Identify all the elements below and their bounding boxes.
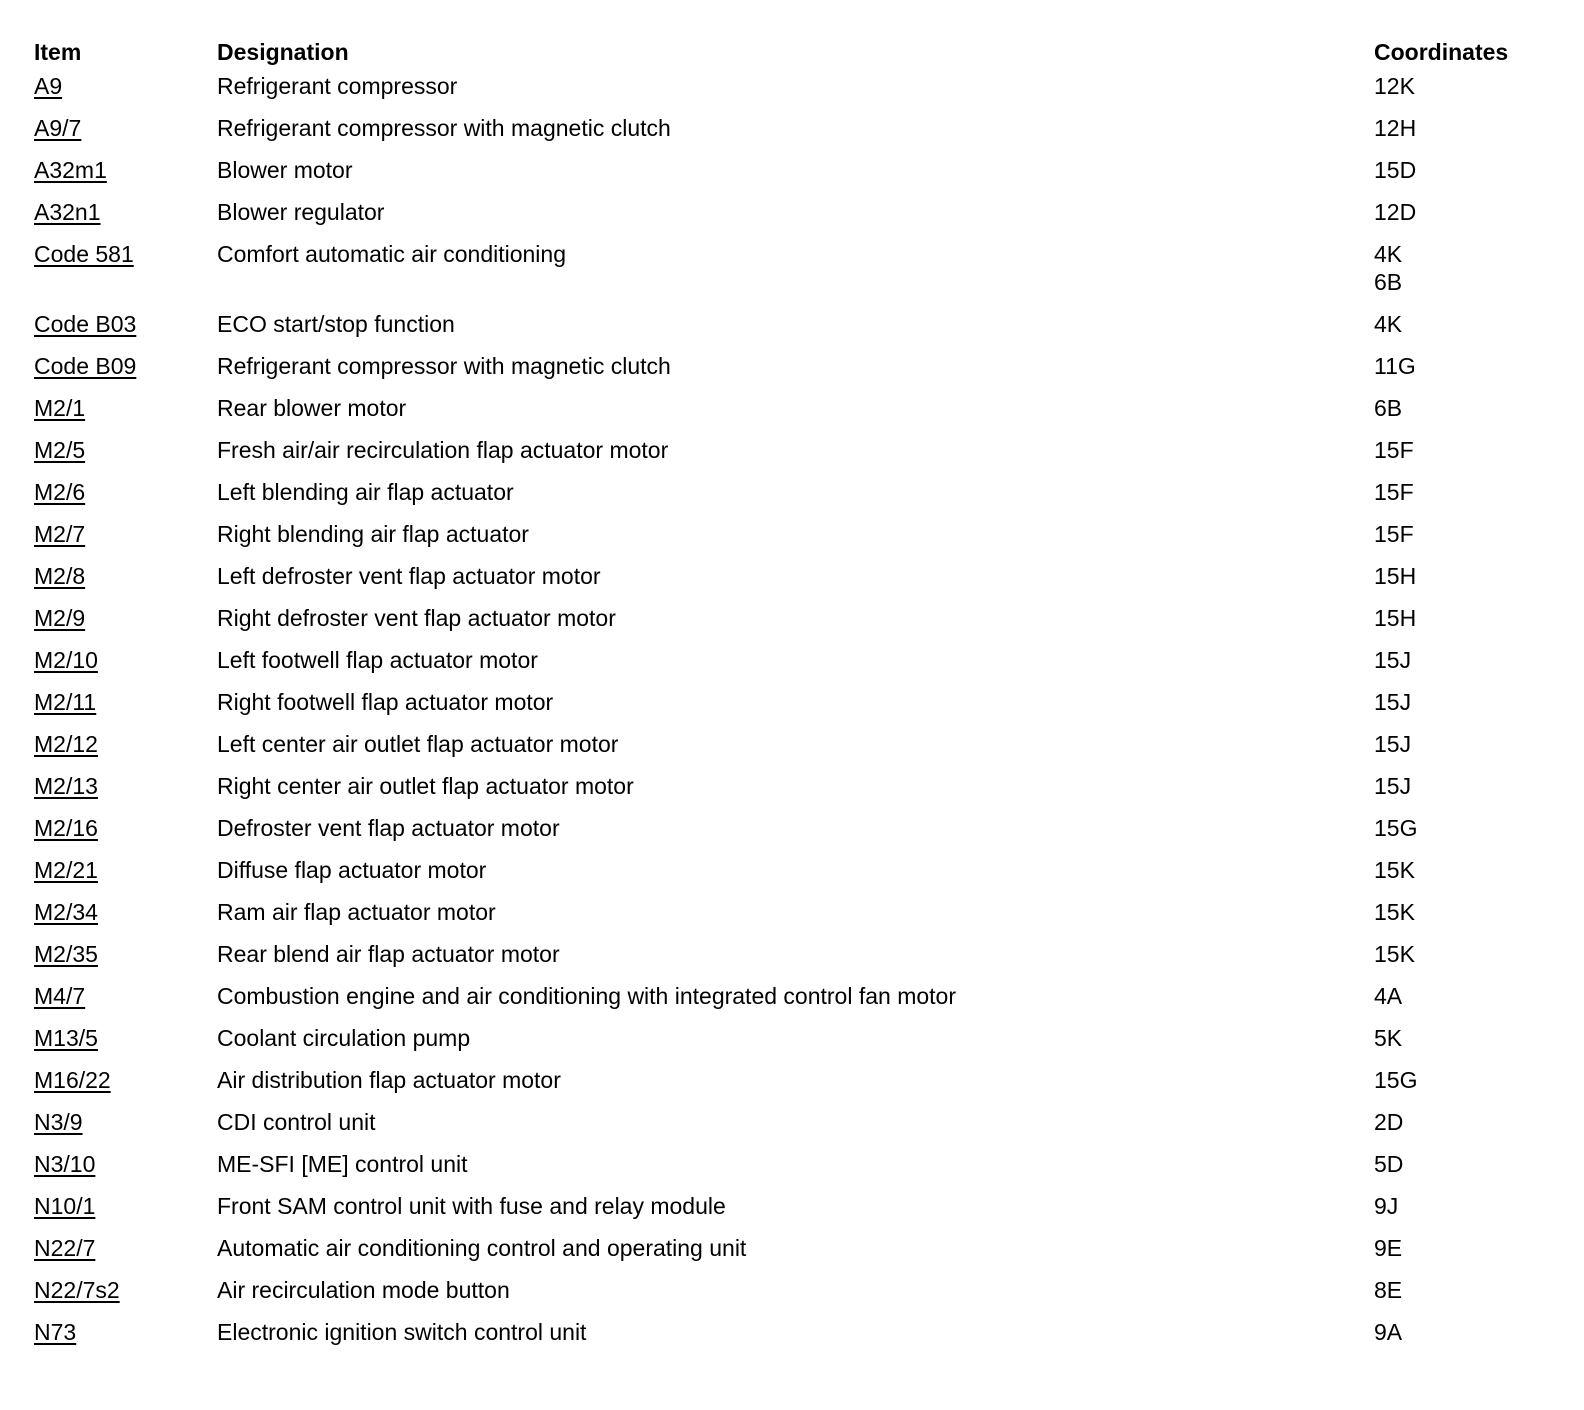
coordinates-cell <box>1374 562 1554 590</box>
table-row <box>34 856 1554 898</box>
coordinates-cell <box>1374 1192 1554 1220</box>
designation-cell: ECO start/stop function <box>217 311 455 337</box>
designation-cell: Left center air outlet flap actuator motor <box>217 731 619 757</box>
item-cell <box>34 814 217 842</box>
item-link[interactable]: A32n1 <box>34 199 101 225</box>
table-row <box>34 940 1554 982</box>
designation-cell: Front SAM control unit with fuse and relay module <box>217 1193 726 1219</box>
coordinate-value: 8E <box>1374 1277 1403 1303</box>
coordinates-cell <box>1374 1150 1554 1178</box>
item-cell <box>34 1276 217 1304</box>
item-link[interactable]: M2/10 <box>34 647 98 673</box>
table-row <box>34 898 1554 940</box>
table-row <box>34 562 1554 604</box>
item-link[interactable]: M2/16 <box>34 815 98 841</box>
item-cell <box>34 72 217 100</box>
coordinates-cell <box>1374 436 1554 464</box>
coordinate-value: 4K <box>1374 241 1403 267</box>
item-cell <box>34 604 217 632</box>
item-link[interactable]: N22/7 <box>34 1235 96 1261</box>
item-cell <box>34 156 217 184</box>
item-cell <box>34 1318 217 1346</box>
designation-cell: Right center air outlet flap actuator motor <box>217 773 634 799</box>
coordinate-value: 9A <box>1374 1319 1403 1345</box>
item-cell <box>34 1066 217 1094</box>
coordinate-value: 15H <box>1374 605 1417 631</box>
coordinates-cell <box>1374 72 1554 100</box>
coordinate-value: 4K <box>1374 311 1403 337</box>
designation-cell: ME-SFI [ME] control unit <box>217 1151 468 1177</box>
item-cell <box>34 436 217 464</box>
coordinate-value: 9E <box>1374 1235 1403 1261</box>
item-link[interactable]: N73 <box>34 1319 77 1345</box>
item-cell <box>34 688 217 716</box>
coordinate-value: 15G <box>1374 815 1418 841</box>
coordinates-cell <box>1374 1108 1554 1136</box>
coordinate-value: 15J <box>1374 647 1412 673</box>
designation-cell: Ram air flap actuator motor <box>217 899 496 925</box>
table-row <box>34 72 1554 114</box>
designation-cell: Air recirculation mode button <box>217 1277 510 1303</box>
table-row <box>34 436 1554 478</box>
coordinates-cell <box>1374 352 1554 380</box>
item-cell <box>34 1234 217 1262</box>
table-row <box>34 604 1554 646</box>
designation-cell: Fresh air/air recirculation flap actuator motor <box>217 437 669 463</box>
item-cell <box>34 520 217 548</box>
coordinate-value: 15K <box>1374 941 1415 967</box>
item-link[interactable]: N10/1 <box>34 1193 96 1219</box>
coordinates-cell <box>1374 982 1554 1010</box>
table-row <box>34 520 1554 562</box>
coordinate-value: 15J <box>1374 731 1412 757</box>
table-row <box>34 478 1554 520</box>
item-link[interactable]: A9 <box>34 73 63 99</box>
designation-cell: CDI control unit <box>217 1109 376 1135</box>
item-link[interactable]: Code 581 <box>34 241 134 267</box>
table-row <box>34 646 1554 688</box>
coordinate-value: 15K <box>1374 899 1415 925</box>
table-row <box>34 352 1554 394</box>
table-body <box>34 72 1554 1360</box>
item-link[interactable]: N3/10 <box>34 1151 96 1177</box>
item-cell <box>34 982 217 1010</box>
coordinates-cell <box>1374 1276 1554 1304</box>
item-cell <box>34 730 217 758</box>
table-row <box>34 1234 1554 1276</box>
table-row <box>34 730 1554 772</box>
coordinate-value: 2D <box>1374 1109 1404 1135</box>
coordinates-cell <box>1374 198 1554 226</box>
designation-cell: Right defroster vent flap actuator motor <box>217 605 616 631</box>
item-link[interactable]: M2/8 <box>34 563 86 589</box>
coordinate-value: 15J <box>1374 773 1412 799</box>
coordinate-value: 6B <box>1374 269 1403 295</box>
item-link[interactable]: M2/12 <box>34 731 98 757</box>
coordinates-cell <box>1374 898 1554 926</box>
item-link[interactable]: A9/7 <box>34 115 82 141</box>
designation-cell: Rear blend air flap actuator motor <box>217 941 560 967</box>
table-header <box>34 32 1554 72</box>
coordinates-cell <box>1374 1234 1554 1262</box>
item-link[interactable]: M2/9 <box>34 605 86 631</box>
item-link[interactable]: A32m1 <box>34 157 107 183</box>
coordinate-value: 15D <box>1374 157 1417 183</box>
table-row <box>34 1192 1554 1234</box>
coordinates-cell <box>1374 940 1554 968</box>
table-row <box>34 1318 1554 1360</box>
designation-cell: Left footwell flap actuator motor <box>217 647 538 673</box>
table-row <box>34 114 1554 156</box>
table-row <box>34 1276 1554 1318</box>
coordinates-cell <box>1374 688 1554 716</box>
coordinate-value: 9J <box>1374 1193 1399 1219</box>
table-row <box>34 240 1554 310</box>
designation-cell: Refrigerant compressor <box>217 73 458 99</box>
designation-cell: Defroster vent flap actuator motor <box>217 815 560 841</box>
coordinates-cell <box>1374 310 1554 338</box>
item-link[interactable]: M13/5 <box>34 1025 98 1051</box>
table-row <box>34 394 1554 436</box>
item-cell <box>34 646 217 674</box>
coordinates-cell <box>1374 814 1554 842</box>
designation-cell: Refrigerant compressor with magnetic clutch <box>217 115 671 141</box>
coordinate-value: 11G <box>1374 353 1416 379</box>
coordinate-value: 5K <box>1374 1025 1403 1051</box>
item-cell <box>34 114 217 142</box>
coordinates-cell <box>1374 156 1554 184</box>
coordinates-cell <box>1374 1066 1554 1094</box>
coordinates-cell <box>1374 478 1554 506</box>
coordinate-value: 15H <box>1374 563 1417 589</box>
table-row <box>34 814 1554 856</box>
item-link[interactable]: M2/13 <box>34 773 98 799</box>
designation-cell: Blower motor <box>217 157 353 183</box>
coordinate-value: 12K <box>1374 73 1415 99</box>
item-link[interactable]: Code B03 <box>34 311 137 337</box>
item-link[interactable]: M2/6 <box>34 479 86 505</box>
legend-table <box>34 32 1554 1360</box>
item-link[interactable]: M16/22 <box>34 1067 111 1093</box>
coordinate-value: 4A <box>1374 983 1403 1009</box>
item-link[interactable]: M2/7 <box>34 521 86 547</box>
item-cell <box>34 1192 217 1220</box>
item-link[interactable]: M2/21 <box>34 857 98 883</box>
coordinates-cell <box>1374 646 1554 674</box>
table-row <box>34 156 1554 198</box>
designation-cell: Rear blower motor <box>217 395 407 421</box>
coordinates-cell <box>1374 1024 1554 1052</box>
coordinate-value: 15J <box>1374 689 1412 715</box>
item-link[interactable]: M4/7 <box>34 983 86 1009</box>
item-cell <box>34 856 217 884</box>
designation-cell: Coolant circulation pump <box>217 1025 471 1051</box>
coordinate-value: 15F <box>1374 479 1414 505</box>
item-link[interactable]: M2/34 <box>34 899 98 925</box>
item-cell <box>34 240 217 268</box>
table-row <box>34 1066 1554 1108</box>
designation-cell: Combustion engine and air conditioning with integrated control fan motor <box>217 983 956 1009</box>
item-cell <box>34 1024 217 1052</box>
item-cell <box>34 352 217 380</box>
table-row <box>34 1024 1554 1066</box>
header-coordinates: Coordinates <box>1374 38 1509 65</box>
designation-cell: Right footwell flap actuator motor <box>217 689 554 715</box>
designation-cell: Left defroster vent flap actuator motor <box>217 563 601 589</box>
item-link[interactable]: Code B09 <box>34 353 137 379</box>
item-link[interactable]: M2/35 <box>34 941 98 967</box>
designation-cell: Air distribution flap actuator motor <box>217 1067 561 1093</box>
designation-cell: Right blending air flap actuator <box>217 521 529 547</box>
item-cell <box>34 772 217 800</box>
designation-cell: Left blending air flap actuator <box>217 479 514 505</box>
designation-cell: Comfort automatic air conditioning <box>217 241 566 267</box>
table-row <box>34 1108 1554 1150</box>
item-link[interactable]: M2/11 <box>34 689 97 715</box>
coordinates-cell <box>1374 1318 1554 1346</box>
coordinates-cell <box>1374 730 1554 758</box>
item-cell <box>34 1150 217 1178</box>
coordinates-cell <box>1374 240 1554 296</box>
coordinate-value: 15G <box>1374 1067 1418 1093</box>
item-cell <box>34 394 217 422</box>
table-row <box>34 688 1554 730</box>
designation-cell: Refrigerant compressor with magnetic clutch <box>217 353 671 379</box>
header-designation: Designation <box>217 38 349 65</box>
coordinate-value: 15F <box>1374 521 1414 547</box>
item-cell <box>34 198 217 226</box>
coordinates-cell <box>1374 856 1554 884</box>
item-cell <box>34 1108 217 1136</box>
designation-cell: Electronic ignition switch control unit <box>217 1319 587 1345</box>
table-row <box>34 310 1554 352</box>
coordinates-cell <box>1374 604 1554 632</box>
coordinate-value: 6B <box>1374 395 1403 421</box>
item-cell <box>34 562 217 590</box>
item-link[interactable]: M2/1 <box>34 395 86 421</box>
coordinate-value: 12D <box>1374 199 1417 225</box>
coordinate-value: 15F <box>1374 437 1414 463</box>
coordinates-cell <box>1374 772 1554 800</box>
table-row <box>34 772 1554 814</box>
table-row <box>34 1150 1554 1192</box>
item-link[interactable]: N22/7s2 <box>34 1277 120 1303</box>
item-link[interactable]: M2/5 <box>34 437 86 463</box>
coordinates-cell <box>1374 394 1554 422</box>
item-cell <box>34 310 217 338</box>
coordinate-value: 12H <box>1374 115 1417 141</box>
item-cell <box>34 940 217 968</box>
designation-cell: Automatic air conditioning control and operating unit <box>217 1235 747 1261</box>
designation-cell: Diffuse flap actuator motor <box>217 857 487 883</box>
table-row <box>34 982 1554 1024</box>
designation-cell: Blower regulator <box>217 199 385 225</box>
header-item: Item <box>34 38 82 65</box>
item-cell <box>34 478 217 506</box>
coordinate-value: 5D <box>1374 1151 1404 1177</box>
table-row <box>34 198 1554 240</box>
item-link[interactable]: N3/9 <box>34 1109 83 1135</box>
coordinate-value: 15K <box>1374 857 1415 883</box>
coordinates-cell <box>1374 114 1554 142</box>
coordinates-cell <box>1374 520 1554 548</box>
item-cell <box>34 898 217 926</box>
